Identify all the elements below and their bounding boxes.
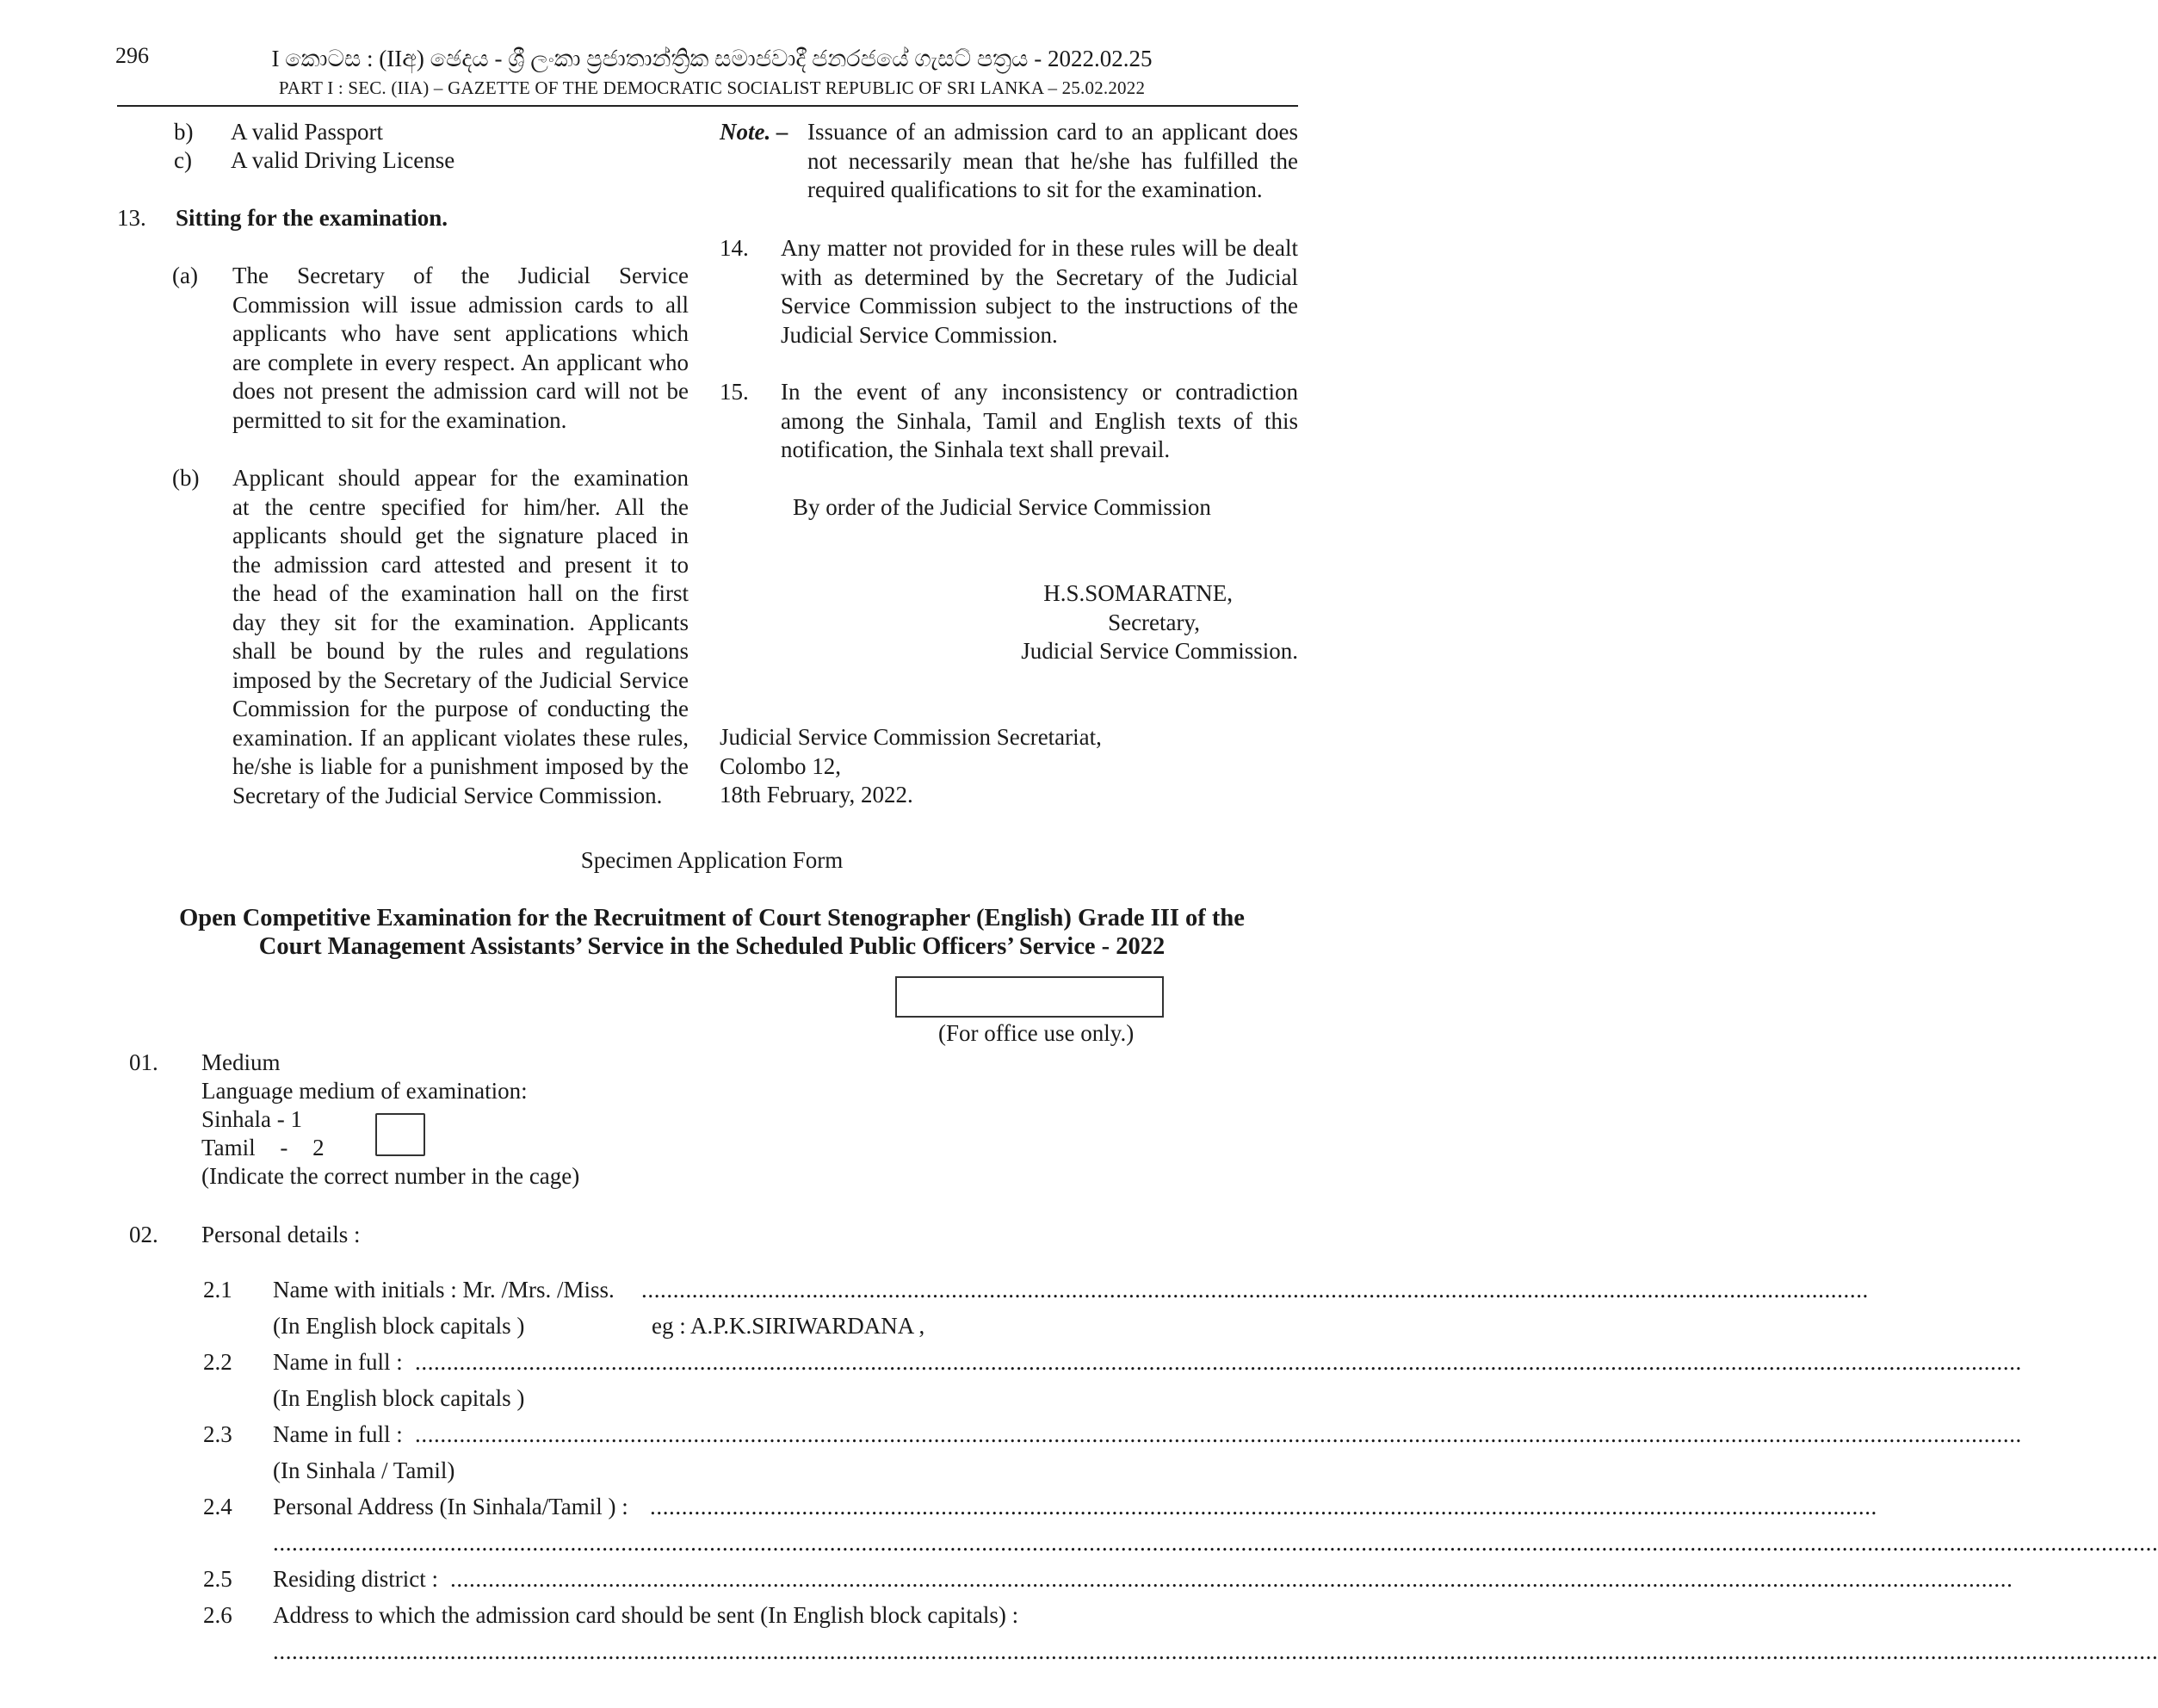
field-2-3-label: Name in full : [273,1421,403,1447]
header-sinhala: I කොටස : (IIඅ) ඡෙදය - ශ්‍රී ලංකා ප්‍රජාතාන්ත්‍රික සමාජවාදී ජනරජයේ ගැසට් පත්‍රය - 2022.02.25 [271,46,1153,71]
place-date-block [720,723,1102,810]
signatory-title: Secretary, [1108,609,1200,635]
para-b-line: day they sit for the examination. Applicants [232,609,689,635]
note-line: not necessarily mean that he/she has fulfilled the [807,147,1298,174]
para-b-line: Secretary of the Judicial Service Commission. [232,782,663,808]
item-c-text: A valid Driving License [231,147,455,173]
section-15-line: notification, the Sinhala text shall prevail. [781,436,1171,462]
q01-tamil-option: Tamil - 2 [201,1135,325,1160]
field-2-5-input[interactable]: ....................................................................................................................................................................................................................................................... [450,1566,2013,1592]
specimen-heading: Specimen Application Form [580,847,844,873]
signatory-organisation: Judicial Service Commission. [1021,638,1298,664]
item-b-text: A valid Passport [231,119,384,145]
field-2-2-number: 2.2 [203,1349,232,1375]
section-14-line: Judicial Service Commission. [781,321,1058,348]
field-2-1-number: 2.1 [203,1277,232,1303]
field-2-5-label: Residing district : [273,1566,438,1592]
para-b-line: at the centre specified for him/her. All the [232,493,689,520]
q01-title: Medium [201,1049,281,1075]
section-15-line: In the event of any inconsistency or contradiction [781,379,1298,405]
field-2-1-example: eg : A.P.K.SIRIWARDANA , [652,1313,925,1339]
page-number: 296 [115,43,149,68]
header-english: PART I : SEC. (IIA) – GAZETTE OF THE DEMOCRATIC SOCIALIST REPUBLIC OF SRI LANKA – 25.02.2022 [278,77,1146,98]
field-2-1-input[interactable]: .................................................................................................................................................................................................. [641,1277,1869,1303]
q02-title: Personal details : [201,1222,361,1247]
section-15-number: 15. [720,379,749,405]
section-15-line: among the Sinhala, Tamil and English texts of this [781,407,1298,434]
para-b-line: imposed by the Secretary of the Judicial Service [232,666,689,693]
para-b-line: Applicant should appear for the examination [232,465,689,491]
para-b-line: examination. If an applicant violates these rules, [232,724,689,751]
field-2-3-input[interactable]: .............................................................................................................................................................................................................................................................. [415,1421,2022,1447]
field-2-4-label: Personal Address (In Sinhala/Tamil ) : [273,1494,628,1519]
section-14-line: Service Commission subject to the instructions of the [781,293,1298,319]
para-a-line: The Secretary of the Judicial Service [232,263,689,288]
field-2-1-label: Name with initials : Mr. /Mrs. /Miss. [273,1277,615,1303]
field-2-6-label: Address to which the admission card should be sent (In English block capitals) : [273,1602,1019,1628]
note-text [807,118,1298,205]
field-2-4-number: 2.4 [203,1494,232,1519]
q01-note: (Indicate the correct number in the cage) [201,1163,580,1189]
field-2-4-input[interactable]: .................................................................................................................................................................................................. [650,1494,1877,1519]
para-a-line: Commission will issue admission cards to all [232,291,689,318]
field-2-4-input-line-2[interactable]: .......................................................................................................................................................................................................................................................................................................... [273,1530,2158,1556]
by-order-line: By order of the Judicial Service Commission [793,494,1211,520]
medium-number-box[interactable] [375,1113,425,1156]
office-use-box[interactable] [895,976,1164,1018]
section-14-line: Any matter not provided for in these rules will be dealt [781,235,1298,261]
para-b-line: the admission card attested and present it to [232,551,689,578]
q01-number: 01. [129,1049,158,1075]
section-13-title: Sitting for the examination. [176,205,448,231]
q02-number: 02. [129,1222,158,1247]
form-title-line-2: Court Management Assistants’ Service in the Scheduled Public Officers’ Service - 2022 [258,933,1166,960]
note-line: Issuance of an admission card to an applicant does [807,119,1298,145]
note-line: required qualifications to sit for the examination. [807,176,1263,202]
date-line: 18th February, 2022. [720,782,913,808]
para-a-label: (a) [172,263,198,288]
para-b-line: the head of the examination hall on the first [232,580,689,606]
note-label: Note. – [720,119,788,145]
field-2-6-number: 2.6 [203,1602,232,1628]
para-a-line: applicants who have sent applications which [232,320,689,346]
field-2-2-hint: (In English block capitals ) [273,1385,525,1411]
q01-sinhala-option: Sinhala - 1 [201,1106,302,1132]
section-14-line: with as determined by the Secretary of the Judicial [781,263,1298,290]
signature-block [947,579,1298,666]
field-2-3-hint: (In Sinhala / Tamil) [273,1457,455,1483]
field-2-5-number: 2.5 [203,1566,232,1592]
para-a-line: are complete in every respect. An applicant who [232,349,689,375]
para-a-line: does not present the admission card will not be [232,378,689,404]
field-2-2-label: Name in full : [273,1349,403,1375]
form-title-line-1: Open Competitive Examination for the Recruitment of Court Stenographer (English) Grade III of the [179,905,1245,931]
para-b-line: Commission for the purpose of conducting the [232,696,689,721]
field-2-6-input[interactable]: .......................................................................................................................................................................................................................................................................................................... [273,1638,2158,1664]
field-2-2-input[interactable]: .............................................................................................................................................................................................................................................................. [415,1349,2022,1375]
signatory-name: H.S.SOMARATNE, [1043,580,1233,606]
para-b-text [232,464,689,810]
para-a-line: permitted to sit for the examination. [232,406,567,433]
para-b-label: (b) [172,465,200,491]
section-14-number: 14. [720,235,749,261]
field-2-1-hint: (In English block capitals ) [273,1313,525,1339]
header-rule [117,105,1298,107]
para-b-line: he/she is liable for a punishment imposed by the [232,753,689,779]
item-b-label: b) [174,119,194,145]
section-13-number: 13. [117,205,146,231]
para-b-line: shall be bound by the rules and regulations [232,638,689,664]
q01-subtitle: Language medium of examination: [201,1078,528,1104]
section-14-text [781,234,1298,350]
place-line: Judicial Service Commission Secretariat, [720,724,1102,750]
section-15-text [781,378,1298,465]
field-2-3-number: 2.3 [203,1421,232,1447]
item-c-label: c) [174,147,192,173]
place-line: Colombo 12, [720,752,842,779]
office-use-label: (For office use only.) [938,1020,1135,1046]
para-a-text [232,262,689,435]
para-b-line: applicants should get the signature placed in [232,523,689,548]
